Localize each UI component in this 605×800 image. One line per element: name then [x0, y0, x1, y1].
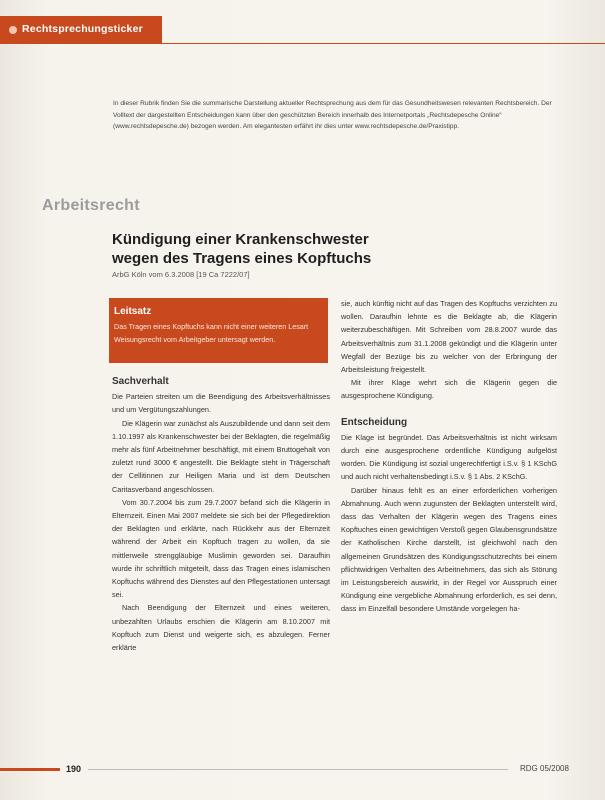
page-number: 190 [66, 764, 82, 774]
leitsatz-text: Das Tragen eines Kopftuchs kann nicht einer weiteren Lesart Weisungsrecht vom Arbeitgeber untersagt werden. [114, 322, 309, 344]
paragraph: Darüber hinaus fehlt es an einer erforderlichen vorherigen Abmahnung. Auch wenn zugunsten der Beklagten unterstellt wird, dass das Verhalten der Klägerin wegen des Tragens eines Kopftuches einen gewichtigen Verstoß gegen Glaubensgrundsätze der Katholischen Kirche darstellt, ist gleichwohl nach den allgemeinen Grundsätzen des Kündigungsschutzrechts bei einem pflichtwidrigen Verhalten des Arbeitnehmers, das sich als Störung im Leistungsbereich auswirkt, in der Regel vor Ausspruch einer Kündigung eine vergebliche Abmahnung erforderlich, es sei denn, dass im Einzelfall besondere Umstände vorgelegen ha- [341, 485, 557, 614]
issue-label: RDG 05/2008 [520, 764, 569, 773]
left-column [112, 375, 330, 654]
court-reference: ArbG Köln vom 6.3.2008 [19 Ca 7222/07] [112, 270, 250, 279]
rubric-header [0, 16, 162, 44]
bullet-icon [9, 26, 17, 34]
leitsatz-heading: Leitsatz [114, 306, 152, 317]
footer-accent [0, 768, 60, 771]
paragraph: Vom 30.7.2004 bis zum 29.7.2007 befand sich die Klägerin in Elternzeit. Einen Mai 2007 meldete sie sich bei der Pflegedirektion der Beklagten und erklärte, nach Rückkehr aus der Elternzeit während der Arbeit ein Kopftuch tragen zu wollen, da sie mittlerweile strenggläubige Muslimin geworden sei. Daraufhin wurde ihr schriftlich mitgeteilt, dass das Tragen eines islamischen Kopftuchs während des Dienstes auf den Pflegestationen untersagt sei. [112, 497, 330, 600]
section-title: Arbeitsrecht [42, 197, 140, 214]
footer-rule [88, 769, 508, 770]
rubric-label: Rechtsprechungsticker [22, 23, 143, 35]
leitsatz-box [109, 298, 328, 363]
entscheidung-heading: Entscheidung [341, 416, 408, 428]
paragraph: Mit ihrer Klage wehrt sich die Klägerin gegen die ausgesprochene Kündigung. [341, 378, 557, 401]
right-column [341, 297, 557, 616]
article-title [112, 230, 442, 268]
intro-text: In dieser Rubrik finden Sie die summarische Darstellung aktueller Rechtsprechung aus dem für das Gesundheitswesen relevanten Rechtsbereich. Der Volltext der dargestellten Entscheidungen kann über den geschützten Bereich innerhalb des Internetportals „Rechtsdepesche Online“ (www.rechtsdepesche.de) bezogen werden. Am elegantesten erfährt ihr dies unter www.rechtsdepesche.de/Praxistipp. [113, 100, 552, 130]
sachverhalt-heading: Sachverhalt [112, 376, 169, 387]
paragraph: Die Klägerin war zunächst als Auszubildende und dann seit dem 1.10.1997 als Krankenschwester bei der Beklagten, die regelmäßig mehr als fünf Arbeitnehmer beschäftigt, mit einem Bruttogehalt von zuletzt rund 3000 € angestellt. Die Beklagte steht in Trägerschaft der Cellitinnen zur Heiligen Maria und ist dem Deutschen Caritasverband angeschlossen. [112, 418, 330, 494]
article-title-line2: wegen des Tragens eines Kopftuchs [112, 250, 372, 267]
article-title-line1: Kündigung einer Krankenschwester [112, 231, 369, 248]
paragraph: Nach Beendigung der Elternzeit und eines weiteren, unbezahlten Urlaubs erschien die Klägerin am 8.10.2007 mit Kopftuch zum Dienst und weigerte sich, es abzulegen. Ferner erklärte [112, 603, 330, 653]
paragraph: Die Parteien streiten um die Beendigung des Arbeitsverhältnisses und um Vergütungszahlungen. [112, 392, 330, 415]
header-rule [162, 43, 605, 44]
paragraph: Die Klage ist begründet. Das Arbeitsverhältnis ist nicht wirksam durch eine ausgesprochene ordentliche Kündigung aufgelöst worden. Die Kündigung ist sozial ungerechtfertigt i.S.v. § 1 KSchG und auch nicht verhaltensbedingt i.S.v. § 1 Abs. 2 KSchG. [341, 432, 557, 482]
paragraph: sie, auch künftig nicht auf das Tragen des Kopftuchs verzichten zu wollen. Daraufhin lehnte es die Beklagte ab, die Klägerin weiterzubeschäftigen. Mit Schreiben vom 28.8.2007 wurde das Arbeitsverhältnis zum 31.1.2008 gekündigt und die Klägerin unter Wegfall der Bezüge bis zu welcher von der Erbringung der Arbeitsleistung freigestellt. [341, 299, 557, 375]
